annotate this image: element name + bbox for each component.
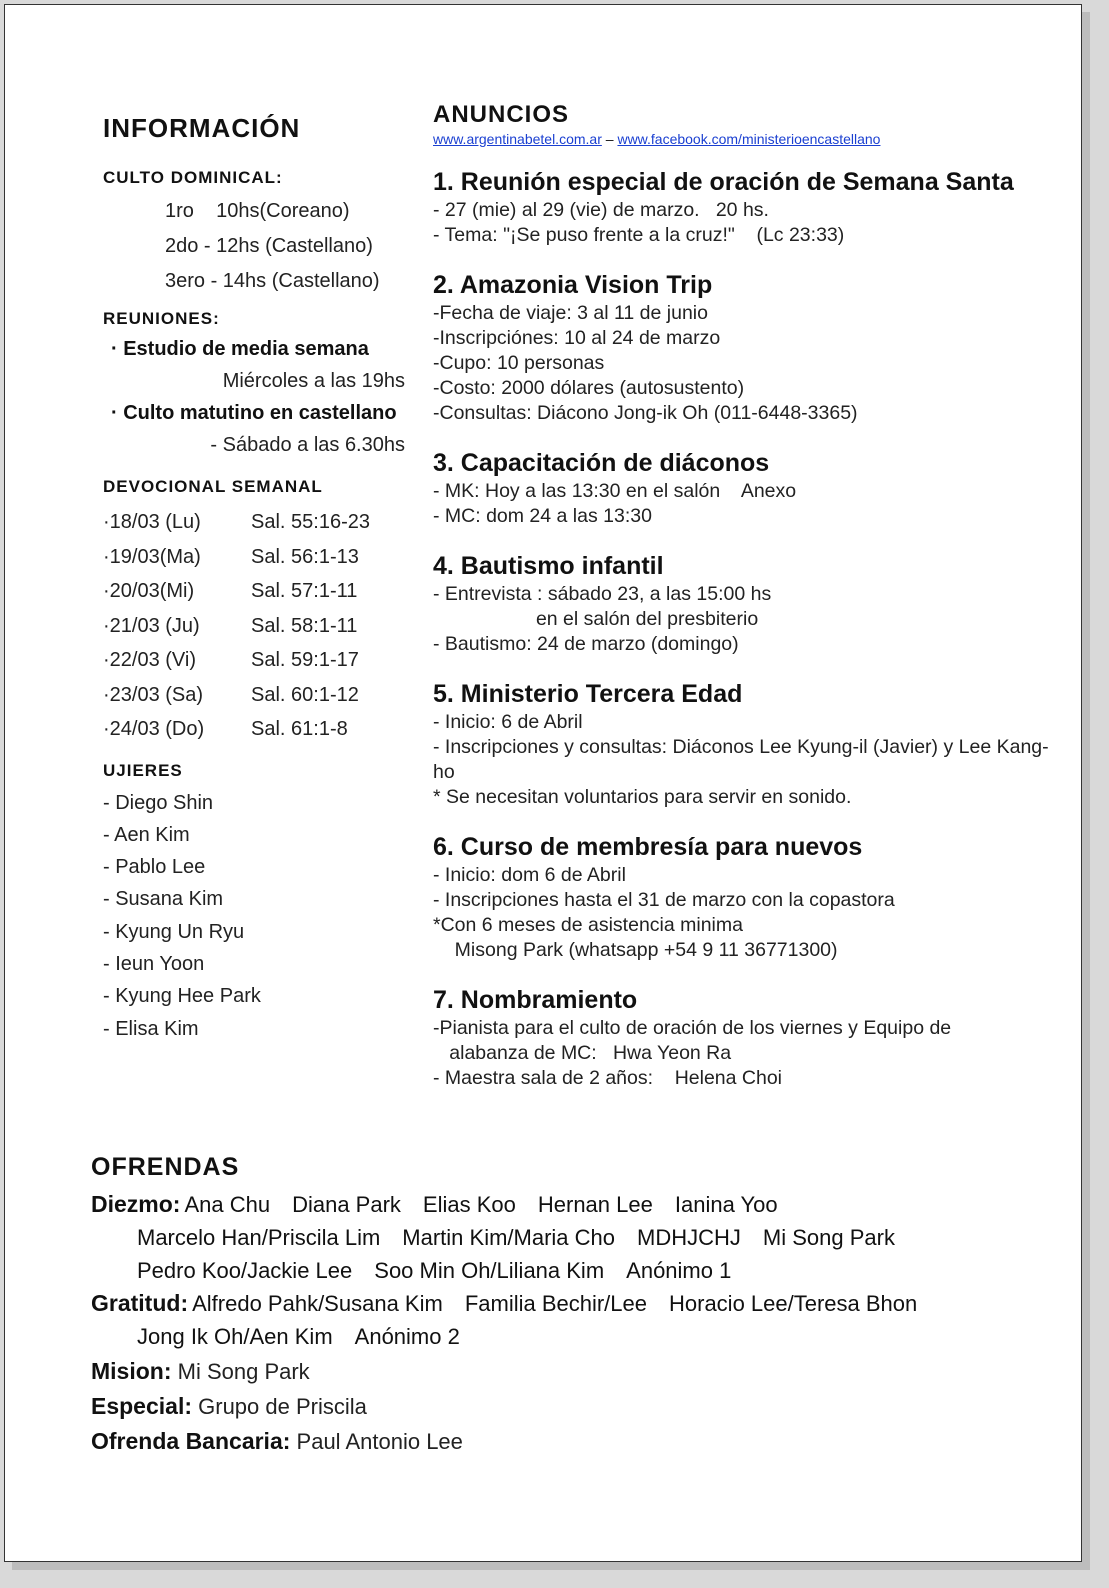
anuncio-line: - Inicio: 6 de Abril bbox=[433, 711, 583, 733]
anuncio-line: - Entrevista : sábado 23, a las 15:00 hs bbox=[433, 583, 772, 605]
culto-title: CULTO DOMINICAL: bbox=[103, 168, 283, 187]
anuncio-title: 3. Capacitación de diáconos bbox=[433, 449, 770, 477]
devocional-ref: Sal. 58:1-11 bbox=[251, 614, 358, 637]
anuncio-line: en el salón del presbiterio bbox=[433, 608, 759, 630]
devocional-date: ·22/03 (Vi) bbox=[103, 649, 197, 671]
donor-name: Horacio Lee/Teresa Bhon bbox=[669, 1291, 918, 1316]
anuncio-item bbox=[433, 167, 1053, 248]
donor-name: Marcelo Han/Priscila Lim bbox=[137, 1225, 381, 1250]
donor-name: Jong Ik Oh/Aen Kim bbox=[137, 1324, 333, 1349]
diezmo-row bbox=[91, 1188, 1071, 1221]
bancaria-row bbox=[91, 1425, 1071, 1458]
anuncio-line: -Consultas: Diácono Jong-ik Oh (011-6448-3365) bbox=[433, 402, 858, 424]
anuncio-line: - Bautismo: 24 de marzo (domingo) bbox=[433, 633, 739, 655]
anuncio-item bbox=[433, 270, 1053, 426]
anuncio-item bbox=[433, 679, 1053, 810]
ofrendas-section bbox=[91, 1153, 1071, 1458]
devocional-ref: Sal. 59:1-17 bbox=[251, 649, 359, 671]
anuncios-title: ANUNCIOS bbox=[433, 101, 570, 128]
anuncio-title: 2. Amazonia Vision Trip bbox=[433, 271, 713, 299]
gratitud-label: Gratitud: bbox=[91, 1290, 189, 1316]
website-link[interactable]: www.argentinabetel.com.ar bbox=[433, 131, 602, 147]
anuncio-title: 6. Curso de membresía para nuevos bbox=[433, 833, 863, 861]
anuncio-item bbox=[433, 448, 1053, 529]
anuncio-title: 1. Reunión especial de oración de Semana Santa bbox=[433, 168, 1014, 196]
ujier-item: - Pablo Lee bbox=[103, 856, 206, 879]
devocional-ref: Sal. 60:1-12 bbox=[251, 683, 359, 706]
devocional-date: ·23/03 (Sa) bbox=[103, 683, 204, 706]
diezmo-label: Diezmo: bbox=[91, 1191, 181, 1217]
anuncio-item bbox=[433, 551, 1053, 657]
anuncio-line: -Pianista para el culto de oración de los viernes y Equipo de bbox=[433, 1017, 952, 1039]
anuncio-line: Misong Park (whatsapp +54 9 11 36771300) bbox=[433, 939, 838, 961]
ofrendas-title: OFRENDAS bbox=[91, 1153, 240, 1181]
donor-name: Ana Chu bbox=[184, 1192, 271, 1217]
info-column bbox=[103, 113, 423, 1045]
devocional-row bbox=[103, 678, 423, 713]
bancaria-label: Ofrenda Bancaria: bbox=[91, 1428, 291, 1454]
anuncio-line: - Inscripciones hasta el 31 de marzo con la copastora bbox=[433, 889, 895, 911]
anuncio-line: * Se necesitan voluntarios para servir en sonido. bbox=[433, 786, 852, 808]
ujier-item: - Diego Shin bbox=[103, 791, 214, 814]
anuncios-links bbox=[433, 131, 1053, 147]
anuncio-line: alabanza de MC: Hwa Yeon Ra bbox=[433, 1042, 732, 1064]
anuncio-line: -Inscripciónes: 10 al 24 de marzo bbox=[433, 327, 721, 349]
reunion-when: Miércoles a las 19hs bbox=[222, 370, 405, 392]
especial-row bbox=[91, 1390, 1071, 1423]
devocional-row bbox=[103, 609, 423, 644]
donor-name: Mi Song Park bbox=[177, 1359, 310, 1384]
devocional-row bbox=[103, 712, 423, 747]
devocional-date: ·24/03 (Do) bbox=[103, 718, 205, 740]
donor-name: Familia Bechir/Lee bbox=[464, 1291, 647, 1316]
devocional-ref: Sal. 56:1-13 bbox=[251, 545, 359, 568]
bulletin-page bbox=[4, 4, 1082, 1562]
ujieres-list bbox=[103, 787, 423, 1045]
devocional-title: DEVOCIONAL SEMANAL bbox=[103, 477, 323, 496]
anuncio-title: 7. Nombramiento bbox=[433, 986, 638, 1014]
culto-line: 2do - 12hs (Castellano) bbox=[165, 235, 373, 257]
culto-line: 3ero - 14hs (Castellano) bbox=[165, 270, 380, 292]
culto-line: 1ro 10hs(Coreano) bbox=[165, 200, 350, 222]
devocional-row bbox=[103, 540, 423, 575]
devocional-date: ·18/03 (Lu) bbox=[103, 511, 201, 533]
anuncios-column bbox=[433, 101, 1053, 1091]
donor-name: Alfredo Pahk/Susana Kim bbox=[192, 1291, 443, 1316]
donor-name: Mi Song Park bbox=[762, 1225, 895, 1250]
diezmo-row-cont bbox=[91, 1221, 1071, 1254]
culto-list bbox=[103, 194, 423, 299]
reuniones-title: REUNIONES: bbox=[103, 309, 220, 328]
devocional-row bbox=[103, 574, 423, 609]
anuncio-line: - Inicio: dom 6 de Abril bbox=[433, 864, 626, 886]
mision-row bbox=[91, 1355, 1071, 1388]
gratitud-row-cont bbox=[91, 1320, 1071, 1353]
anuncio-title: 4. Bautismo infantil bbox=[433, 552, 664, 580]
devocional-date: ·21/03 (Ju) bbox=[103, 614, 200, 637]
reunion-title: · Culto matutino en castellano bbox=[111, 402, 397, 424]
anuncio-line: - MC: dom 24 a las 13:30 bbox=[433, 505, 652, 527]
donor-name: Grupo de Priscila bbox=[198, 1394, 367, 1419]
anuncio-line: -Costo: 2000 dólares (autosustento) bbox=[433, 377, 745, 399]
donor-name: Anónimo 2 bbox=[354, 1324, 460, 1349]
devocional-row bbox=[103, 505, 423, 540]
anuncio-title: 5. Ministerio Tercera Edad bbox=[433, 680, 743, 708]
ujier-item: - Ieun Yoon bbox=[103, 952, 205, 975]
donor-name: Ianina Yoo bbox=[674, 1192, 778, 1217]
donor-name: Pedro Koo/Jackie Lee bbox=[137, 1258, 353, 1283]
devocional-ref: Sal. 57:1-11 bbox=[251, 580, 358, 602]
devocional-row bbox=[103, 643, 423, 678]
diezmo-row-cont bbox=[91, 1254, 1071, 1287]
info-title: INFORMACIÓN bbox=[103, 113, 301, 143]
facebook-link[interactable]: www.facebook.com/ministerioencastellano bbox=[617, 131, 881, 147]
devocional-date: ·19/03(Ma) bbox=[103, 545, 201, 568]
reunion-title: · Estudio de media semana bbox=[111, 338, 369, 360]
reunion-when: - Sábado a las 6.30hs bbox=[210, 434, 405, 456]
anuncio-line: - 27 (mie) al 29 (vie) de marzo. 20 hs. bbox=[433, 199, 769, 221]
donor-name: Martin Kim/Maria Cho bbox=[402, 1225, 616, 1250]
anuncio-line: - Inscripciones y consultas: Diáconos Lee Kyung-il (Javier) y Lee Kang-ho bbox=[433, 736, 1049, 783]
anuncio-line: *Con 6 meses de asistencia minima bbox=[433, 914, 743, 936]
devocional-ref: Sal. 61:1-8 bbox=[251, 718, 348, 740]
devocional-date: ·20/03(Mi) bbox=[103, 580, 195, 602]
ujier-item: - Kyung Un Ryu bbox=[103, 920, 245, 943]
devocional-ref: Sal. 55:16-23 bbox=[251, 511, 370, 533]
anuncio-line: - MK: Hoy a las 13:30 en el salón Anexo bbox=[433, 480, 797, 502]
ujier-item: - Elisa Kim bbox=[103, 1017, 199, 1040]
donor-name: Diana Park bbox=[292, 1192, 401, 1217]
reuniones-list bbox=[103, 333, 423, 461]
ujier-item: - Kyung Hee Park bbox=[103, 985, 261, 1008]
anuncio-item bbox=[433, 985, 1053, 1091]
donor-name: Hernan Lee bbox=[537, 1192, 653, 1217]
anuncio-item bbox=[433, 832, 1053, 963]
ujier-item: - Aen Kim bbox=[103, 823, 190, 846]
devocional-list bbox=[103, 505, 423, 747]
anuncio-line: - Maestra sala de 2 años: Helena Choi bbox=[433, 1067, 783, 1089]
donor-name: Soo Min Oh/Liliana Kim bbox=[374, 1258, 605, 1283]
donor-name: MDHJCHJ bbox=[637, 1225, 741, 1250]
donor-name: Elias Koo bbox=[422, 1192, 516, 1217]
donor-name: Paul Antonio Lee bbox=[296, 1429, 463, 1454]
ujier-item: - Susana Kim bbox=[103, 888, 224, 911]
anuncio-line: -Fecha de viaje: 3 al 11 de junio bbox=[433, 302, 708, 324]
especial-label: Especial: bbox=[91, 1393, 192, 1419]
ujieres-title: UJIERES bbox=[103, 760, 183, 780]
anuncio-line: -Cupo: 10 personas bbox=[433, 352, 605, 374]
links-separator: – bbox=[601, 131, 618, 147]
mision-label: Mision: bbox=[91, 1358, 172, 1384]
anuncio-line: - Tema: "¡Se puso frente a la cruz!" (Lc 23:33) bbox=[433, 224, 845, 246]
donor-name: Anónimo 1 bbox=[626, 1258, 732, 1283]
gratitud-row bbox=[91, 1287, 1071, 1320]
